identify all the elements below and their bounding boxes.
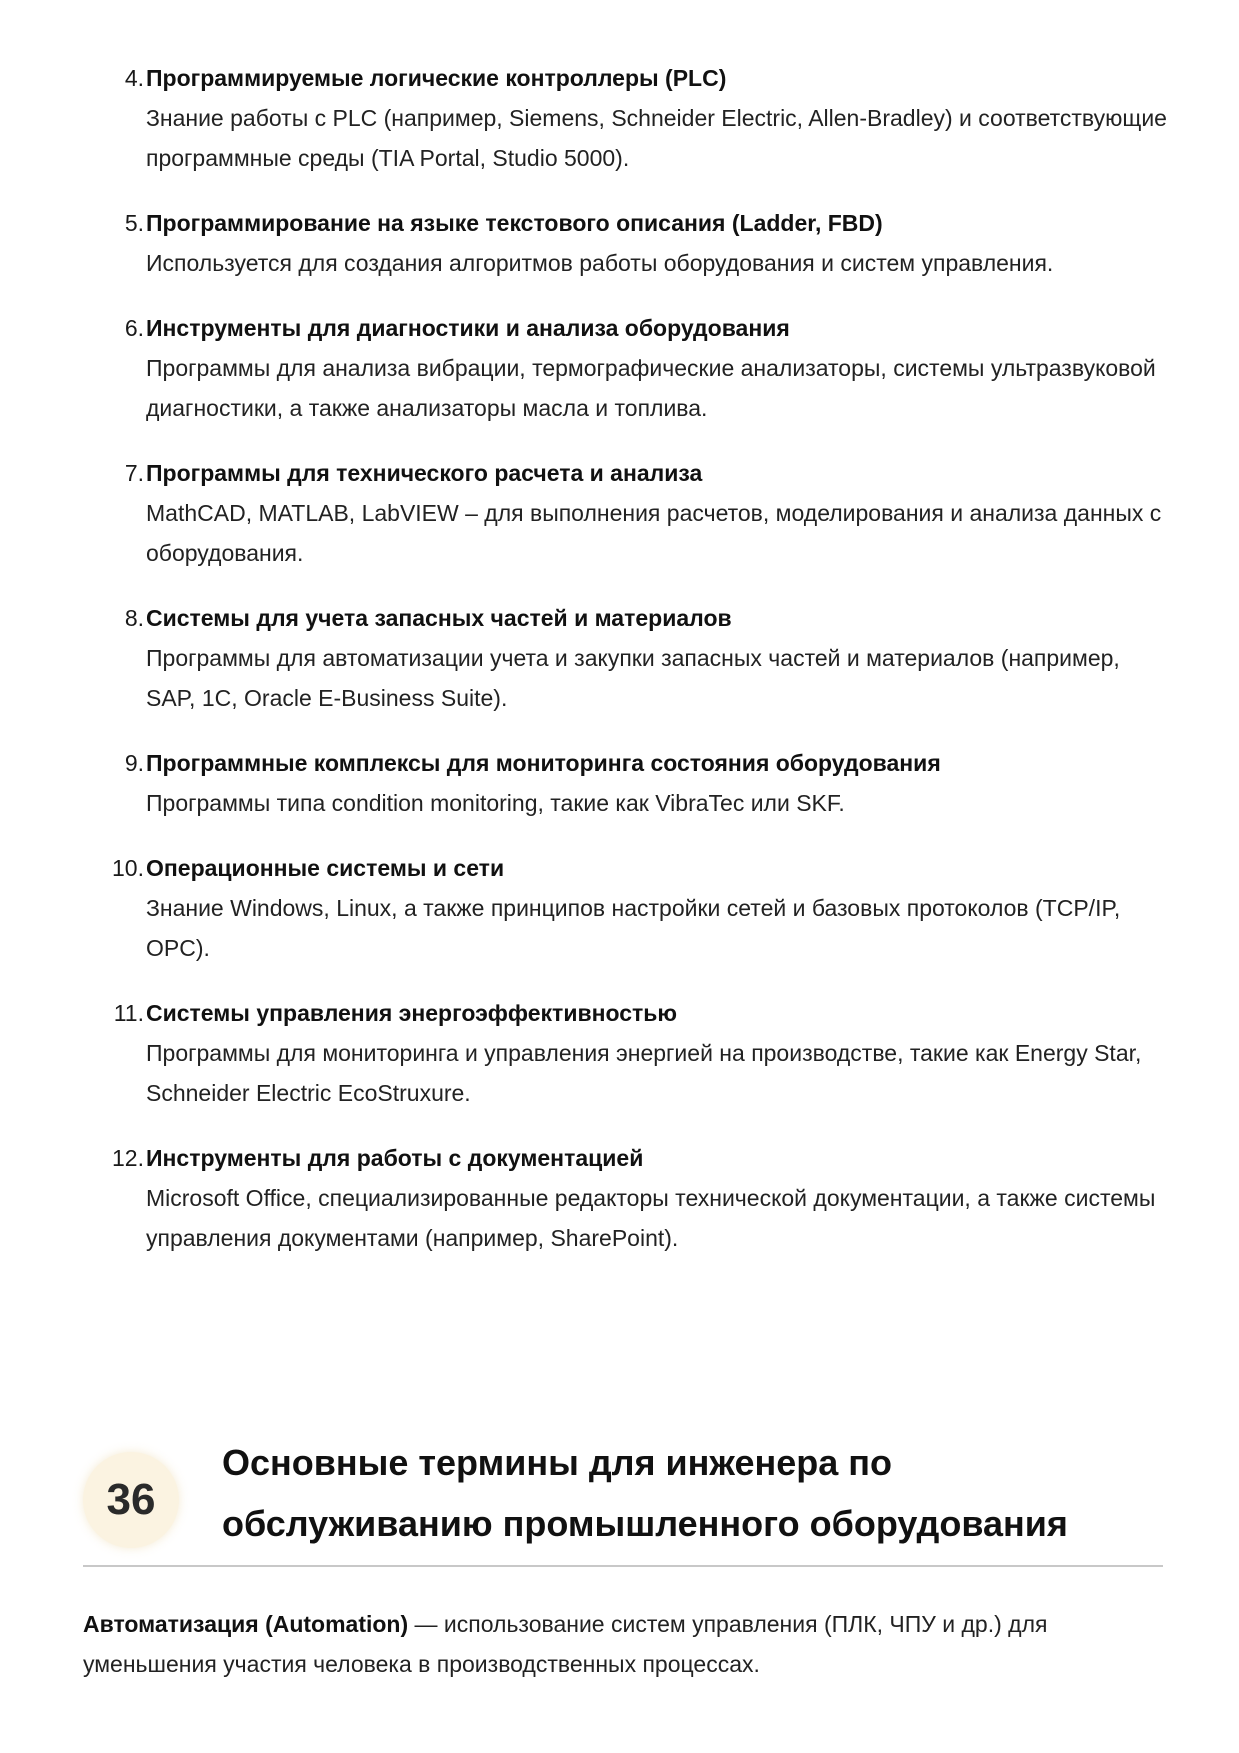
list-item-title: Инструменты для диагностики и анализа оборудования: [146, 315, 790, 341]
list-item-number: 4.: [124, 65, 144, 91]
list-item-title: Программные комплексы для мониторинга состояния оборудования: [146, 750, 941, 776]
list-item-number: 7.: [124, 460, 144, 486]
list-item-title: Программируемые логические контроллеры (PLC): [146, 65, 727, 91]
list-item-description: Microsoft Office, специализированные редакторы технической документации, а также системы управления документами (например, SharePoint).: [146, 1185, 1156, 1251]
list-item-number: 11.: [113, 1000, 144, 1026]
list-item-title: Инструменты для работы с документацией: [146, 1145, 644, 1171]
list-item: [0, 1138, 1239, 1258]
section-title: Основные термины для инженера по обслуживанию промышленного оборудования: [222, 1442, 1068, 1544]
list-item-description: Программы для мониторинга и управления энергией на производстве, такие как Energy Star, Schneider Electric EcoStruxure.: [146, 1040, 1142, 1106]
list-item: [0, 993, 1239, 1113]
list-item-number: 8.: [124, 605, 144, 631]
list-item-number: 5.: [124, 210, 144, 236]
list-item-title: Программирование на языке текстового описания (Ladder, FBD): [146, 210, 883, 236]
list-item: [0, 453, 1239, 573]
list-item-number: 9.: [124, 750, 144, 776]
list-item: [0, 58, 1239, 178]
list-item: [0, 598, 1239, 718]
list-item: [0, 203, 1239, 283]
term-definition-text: — использование систем управления (ПЛК, ЧПУ и др.) для уменьшения участия человека в производственных процессах.: [83, 1611, 1048, 1677]
term-definition: [83, 1604, 1163, 1684]
list-item-number: 12.: [112, 1145, 144, 1171]
list-item: [0, 848, 1239, 968]
list-item-description: Знание работы с PLC (например, Siemens, Schneider Electric, Allen-Bradley) и соответствующие программные среды (TIA Portal, Studio 5000).: [146, 105, 1167, 171]
section-divider: [83, 1565, 1163, 1567]
list-item-description: Программы типа condition monitoring, такие как VibraTec или SKF.: [146, 790, 845, 816]
section-number-badge: 36: [83, 1452, 179, 1548]
software-skills-list: [0, 58, 1239, 1283]
list-item: [0, 308, 1239, 428]
list-item-description: Используется для создания алгоритмов работы оборудования и систем управления.: [146, 250, 1054, 276]
list-item-number: 6.: [124, 315, 144, 341]
list-item-title: Операционные системы и сети: [146, 855, 505, 881]
list-item-number: 10.: [112, 855, 144, 881]
list-item-description: MathCAD, MATLAB, LabVIEW – для выполнения расчетов, моделирования и анализа данных с оборудования.: [146, 500, 1162, 566]
list-item-title: Системы для учета запасных частей и материалов: [146, 605, 732, 631]
list-item-title: Программы для технического расчета и анализа: [146, 460, 703, 486]
term-name: Автоматизация (Automation): [83, 1611, 409, 1637]
list-item-title: Системы управления энергоэффективностью: [146, 1000, 678, 1026]
list-item: [0, 743, 1239, 823]
list-item-description: Программы для автоматизации учета и закупки запасных частей и материалов (например, SAP, 1C, Oracle E-Business Suite).: [146, 645, 1120, 711]
list-item-description: Знание Windows, Linux, а также принципов настройки сетей и базовых протоколов (TCP/IP, OPC).: [146, 895, 1121, 961]
list-item-description: Программы для анализа вибрации, термографические анализаторы, системы ультразвуковой диагностики, а также анализаторы масла и топлива.: [146, 355, 1156, 421]
